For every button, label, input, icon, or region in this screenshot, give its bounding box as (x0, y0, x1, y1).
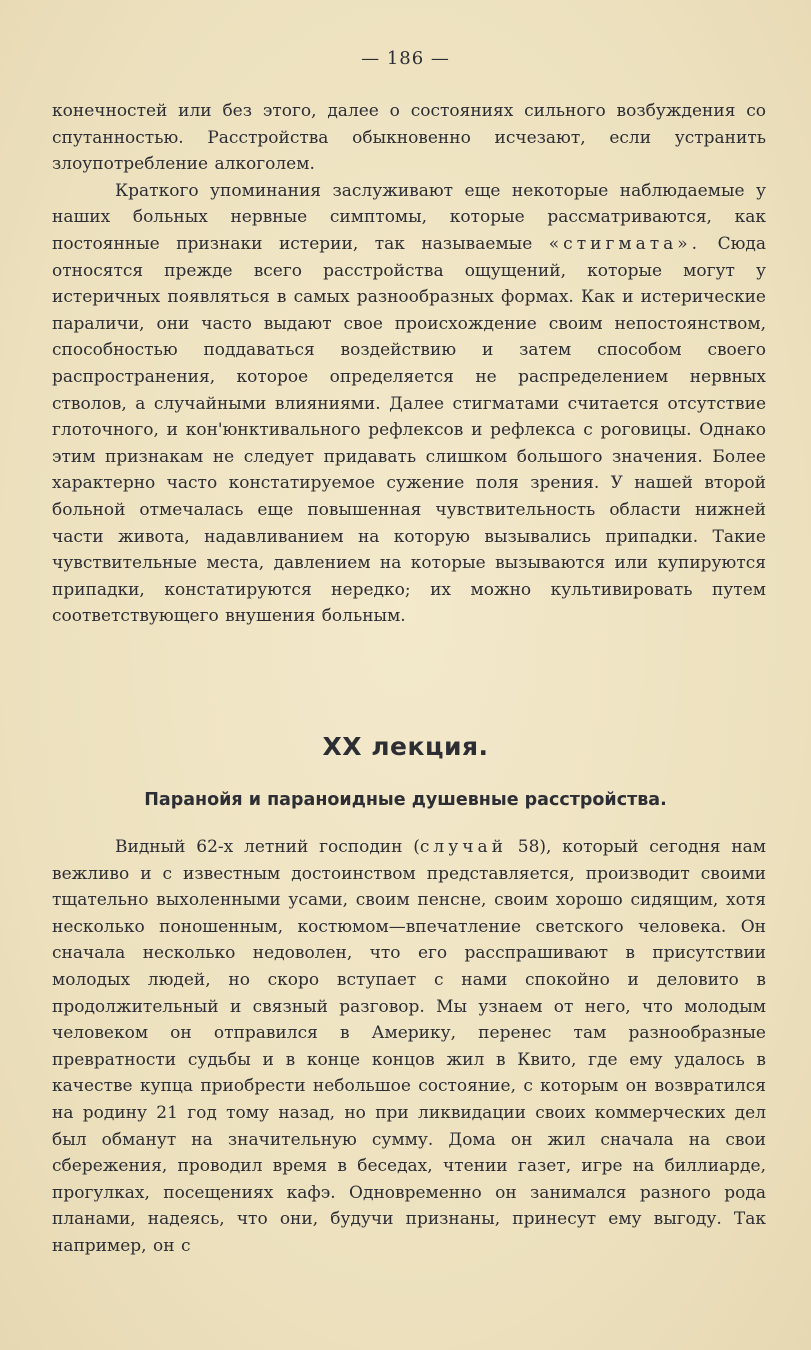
paragraph-3 (52, 834, 766, 1260)
paragraph-3-part-a: Видный 62-х летний господин ( (115, 837, 420, 857)
page-number: — 186 — (361, 48, 450, 69)
term-stigmata: «стигмата». (548, 233, 702, 254)
lower-text-block (52, 834, 766, 1260)
paragraph-2-part-a: Краткого упоминания заслуживают еще некоторые наблюдаемые у наших больных нервные симптомы, которые рассматриваются, как постоянные признаки истерии, так называемые (52, 180, 766, 254)
paragraph-1: конечностей или без этого, далее о состояниях сильного возбуждения со спутанностью. Расстройства обыкновенно исчезают, если устранить злоупотребление алкоголем. (52, 101, 766, 175)
paragraph-3-part-b: 58), который сегодня нам вежливо и с известным достоинством представляется, производит своими тщательно выхоленными усами, своим пенсне, своим хорошо сидящим, хотя несколько поношенным, костюмом—впечатление светского человека. Он сначала несколько недоволен, что его расспрашивают в присутствии молодых людей, но скоро вступает с нами спокойно и деловито в продолжительный и связный разговор. Мы узнаем от него, что молодым человеком он отправился в Америку, перенес там разнообразные превратности судьбы и в конце концов жил в Квито, где ему удалось в качестве купца приобрести небольшое состояние, с которым он возвратился на родину 21 год тому назад, но при ликвидации своих коммерческих дел был обманут на значительную сумму. Дома он жил сначала на свои сбережения, проводил время в беседах, чтении газет, игре на биллиарде, прогулках, посещениях кафэ. Одновременно он занимался разного рода планами, надеясь, что они, будучи признаны, принесут ему выгоду. Так например, он с (52, 837, 767, 1256)
paragraph-2 (52, 178, 766, 630)
case-label: случай (419, 837, 507, 857)
lecture-title: XX лекция. (322, 732, 489, 761)
paragraph-2-part-b: Сюда относятся прежде всего расстройства ощущений, которые могут у истеричных появляться в самых разнообразных формах. Как и истерические параличи, они часто выдают свое происхождение своим непостоянством, способностью поддаваться воздействию и затем способом своего распространения, которое определяется не распределением нервных стволов, а случайными влияниями. Далее стигматами считается отсутствие глоточного, и кон'юнктивального рефлексов и рефлекса с роговицы. Однако этим признакам не следует придавать слишком большого значения. Более характерно часто констатируемое сужение поля зрения. У нашей второй больной отмечалась еще повышенная чувствительность области нижней части живота, надавливанием на которую вызывались припадки. Такие чувствительные места, давлением на которые вызываются или купируются припадки, констатируются нередко; их можно культивировать путем соответствующего внушения больным. (52, 233, 766, 627)
section-title: Паранойя и параноидные душевные расстройства. (144, 790, 667, 810)
upper-text-block (52, 98, 766, 630)
